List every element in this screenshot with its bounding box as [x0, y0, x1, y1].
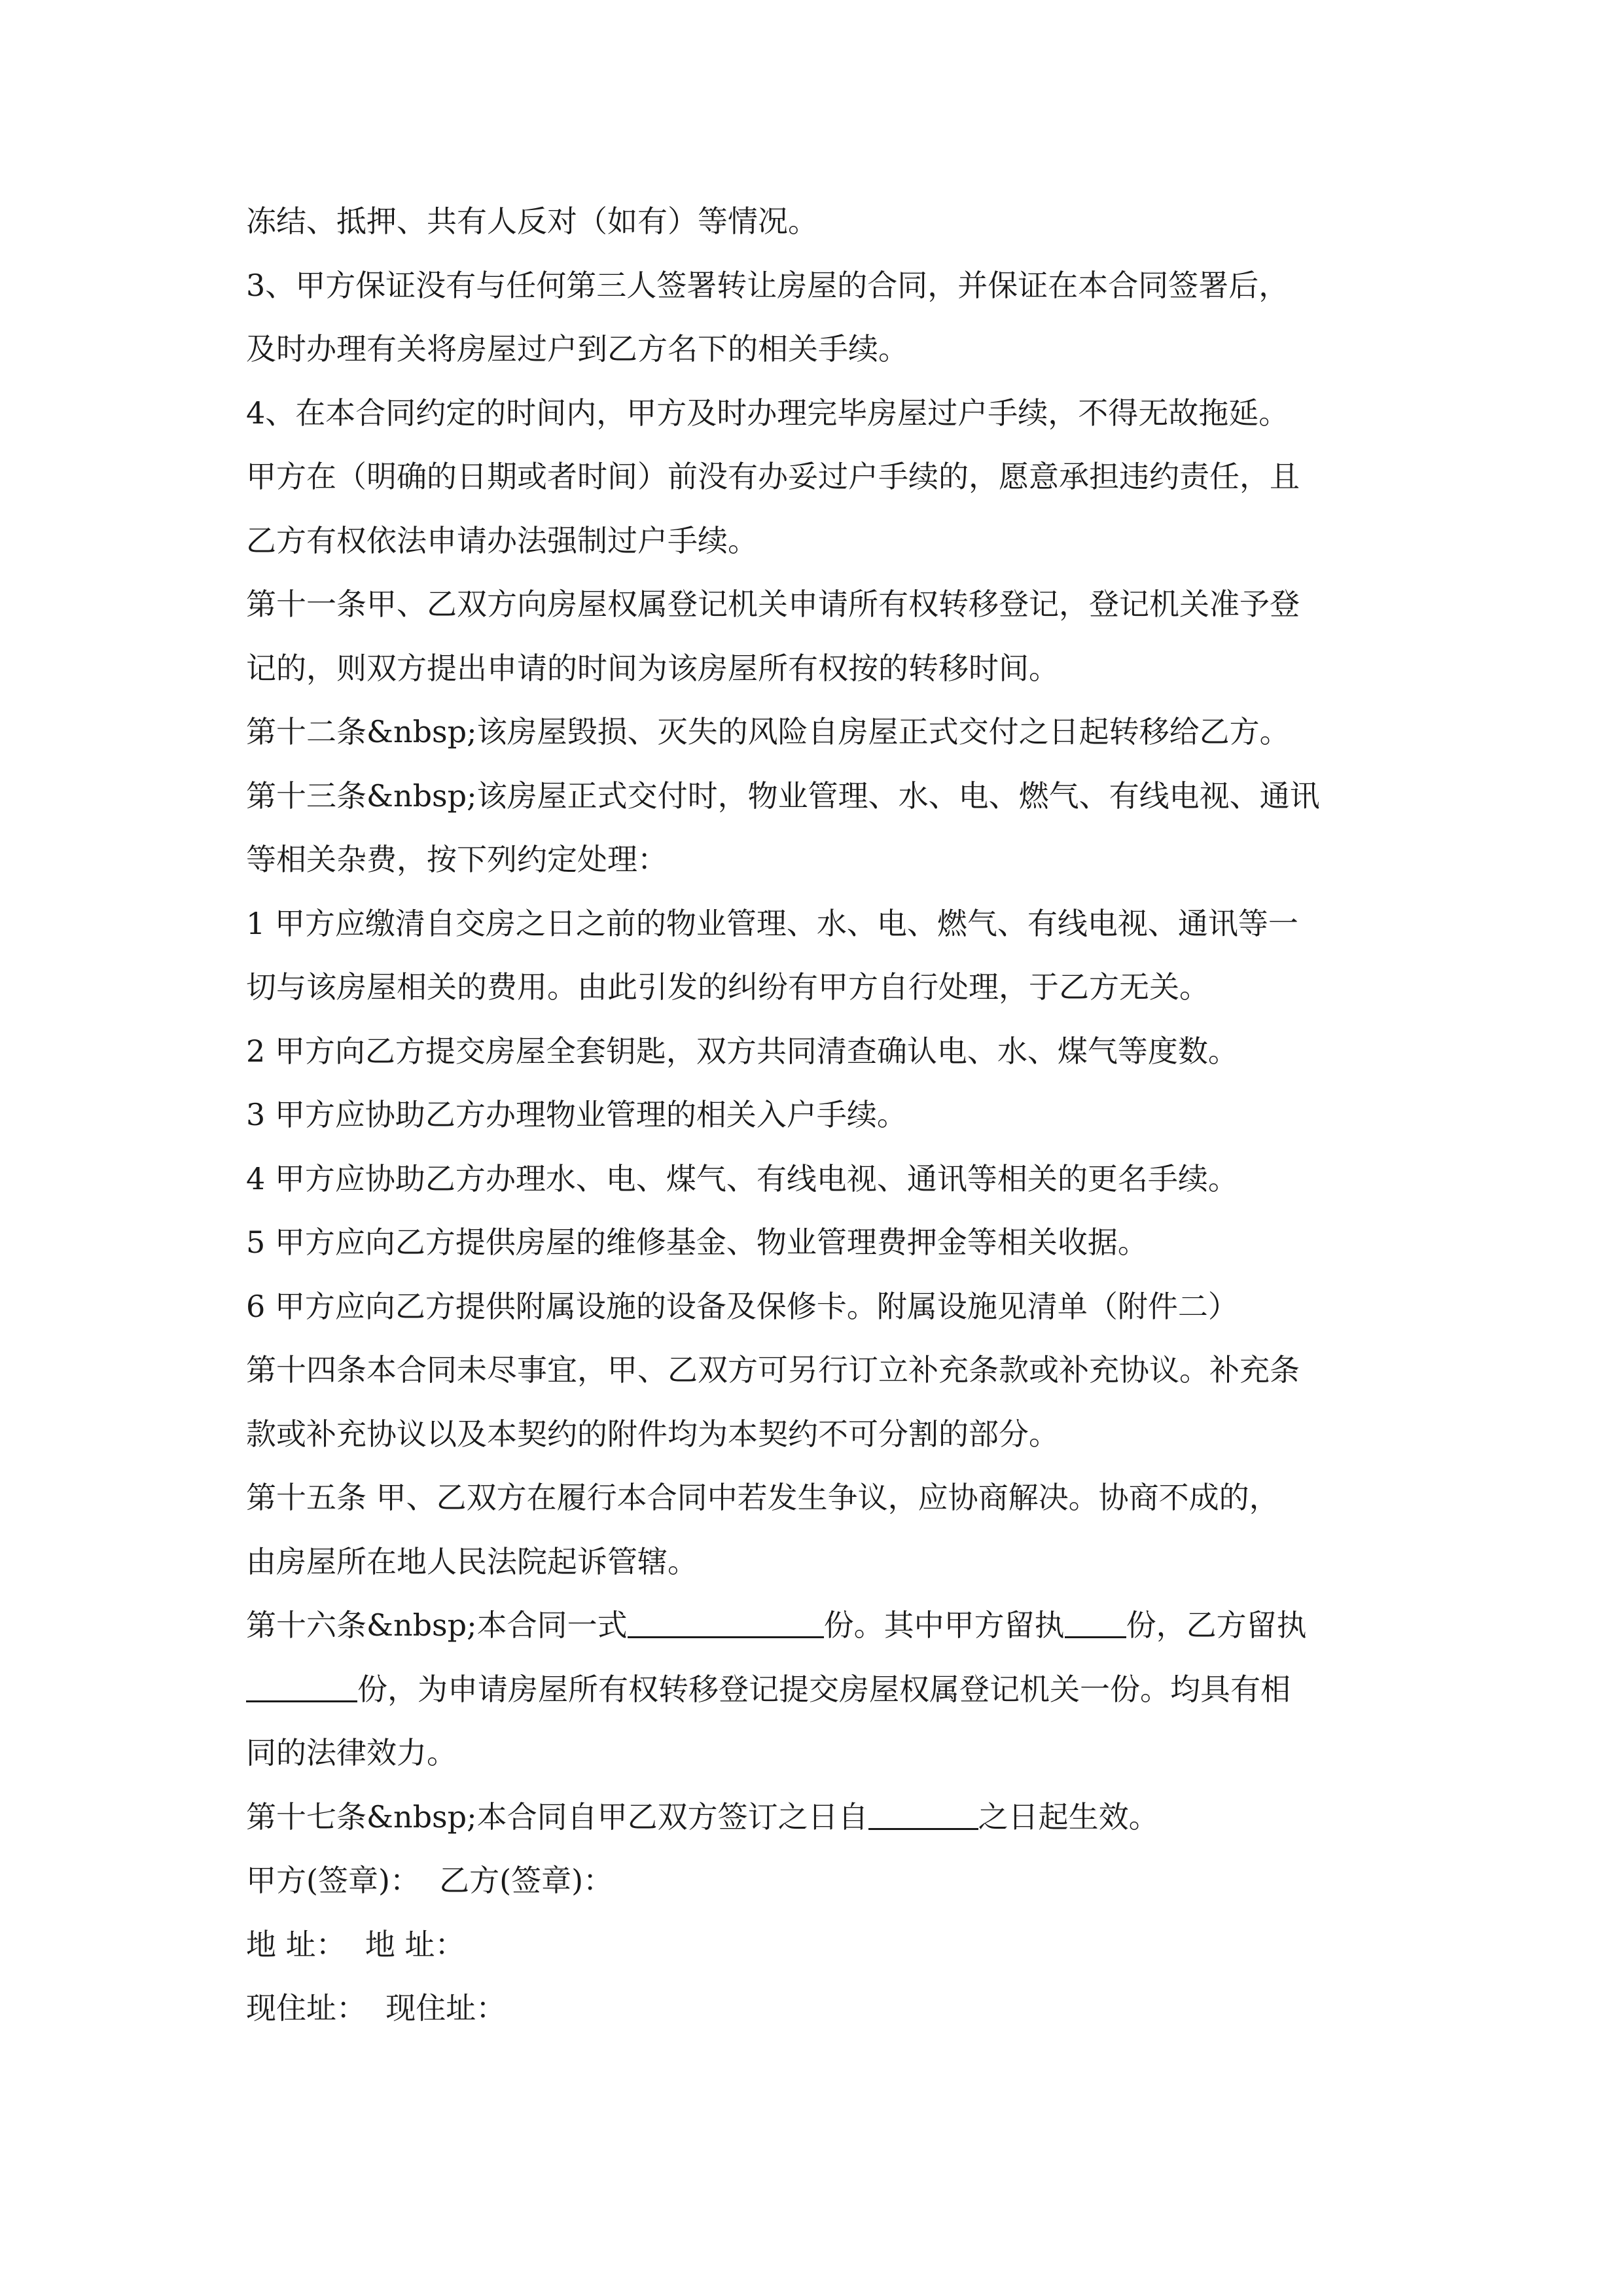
clause-11-line: 第十一条甲、乙双方向房屋权属登记机关申请所有权转移登记，登记机关准予登 — [246, 586, 1300, 622]
party-a-copies-blank — [1065, 1610, 1126, 1638]
list-item: 3 甲方应协助乙方办理物业管理的相关入户手续。 — [246, 1097, 907, 1132]
current-address-line: 现住址： 现住址： — [246, 1990, 507, 2026]
clause-16-line: 同的法律效力。 — [246, 1735, 457, 1770]
clause-16-line — [246, 1658, 1378, 1722]
list-item: 切与该房屋相关的费用。由此引发的纠纷有甲方自行处理，于乙方无关。 — [246, 969, 1209, 1005]
clause-13-line: 等相关杂费，按下列约定处理： — [246, 842, 668, 877]
clause-15-line: 第十五条 甲、乙双方在履行本合同中若发生争议，应协商解决。协商不成的， — [246, 1480, 1279, 1515]
address-line: 地 址： 地 址： — [246, 1926, 465, 1962]
clause-13-line: 第十三条&nbsp;该房屋正式交付时，物业管理、水、电、燃气、有线电视、通讯 — [246, 778, 1320, 814]
text-line: 及时办理有关将房屋过户到乙方名下的相关手续。 — [246, 331, 908, 367]
text-line: 4、在本合同约定的时间内，甲方及时办理完毕房屋过户手续，不得无故拖延。 — [246, 395, 1289, 431]
clause-17-text: 第十七条&nbsp;本合同自甲乙双方签订之日自 — [246, 1799, 868, 1835]
list-item: 6 甲方应向乙方提供附属设施的设备及保修卡。附属设施见清单（附件二） — [246, 1288, 1238, 1324]
clause-12-line: 第十二条&nbsp;该房屋毁损、灭失的风险自房屋正式交付之日起转移给乙方。 — [246, 714, 1290, 749]
clause-15-line: 由房屋所在地人民法院起诉管辖。 — [246, 1543, 698, 1579]
clause-14-line: 款或补充协议以及本契约的附件均为本契约不可分割的部分。 — [246, 1416, 1059, 1452]
clause-17-line — [246, 1785, 1378, 1850]
party-b-copies-blank — [246, 1674, 357, 1702]
clause-16-line — [246, 1594, 1378, 1658]
list-item: 5 甲方应向乙方提供房屋的维修基金、物业管理费押金等相关收据。 — [246, 1225, 1148, 1260]
clause-16-text: 第十六条&nbsp;本合同一式 — [246, 1607, 628, 1643]
clause-11-line: 记的，则双方提出申请的时间为该房屋所有权按的转移时间。 — [246, 650, 1059, 686]
effective-date-blank — [868, 1802, 978, 1830]
text-line: 冻结、抵押、共有人反对（如有）等情况。 — [246, 204, 818, 239]
text-line: 乙方有权依法申请办法强制过户手续。 — [246, 522, 758, 558]
list-item: 2 甲方向乙方提交房屋全套钥匙，双方共同清查确认电、水、煤气等度数。 — [246, 1033, 1238, 1069]
signature-line: 甲方(签章)： 乙方(签章)： — [246, 1863, 614, 1898]
contract-body — [246, 190, 1378, 2041]
text-line: 甲方在（明确的日期或者时间）前没有办妥过户手续的，愿意承担违约责任，且 — [246, 459, 1300, 494]
text-line: 3、甲方保证没有与任何第三人签署转让房屋的合同，并保证在本合同签署后， — [246, 267, 1289, 303]
clause-16-text: 份，为申请房屋所有权转移登记提交房屋权属登记机关一份。均具有相 — [357, 1671, 1291, 1707]
clause-17-text: 之日起生效。 — [978, 1799, 1159, 1835]
clause-16-text: 份，乙方留执 — [1126, 1607, 1307, 1643]
copies-total-blank — [628, 1610, 824, 1638]
clause-14-line: 第十四条本合同未尽事宜，甲、乙双方可另行订立补充条款或补充协议。补充条 — [246, 1352, 1300, 1388]
list-item: 4 甲方应协助乙方办理水、电、煤气、有线电视、通讯等相关的更名手续。 — [246, 1160, 1238, 1196]
clause-16-text: 份。其中甲方留执 — [823, 1607, 1065, 1643]
list-item: 1 甲方应缴清自交房之日之前的物业管理、水、电、燃气、有线电视、通讯等一 — [246, 905, 1298, 941]
